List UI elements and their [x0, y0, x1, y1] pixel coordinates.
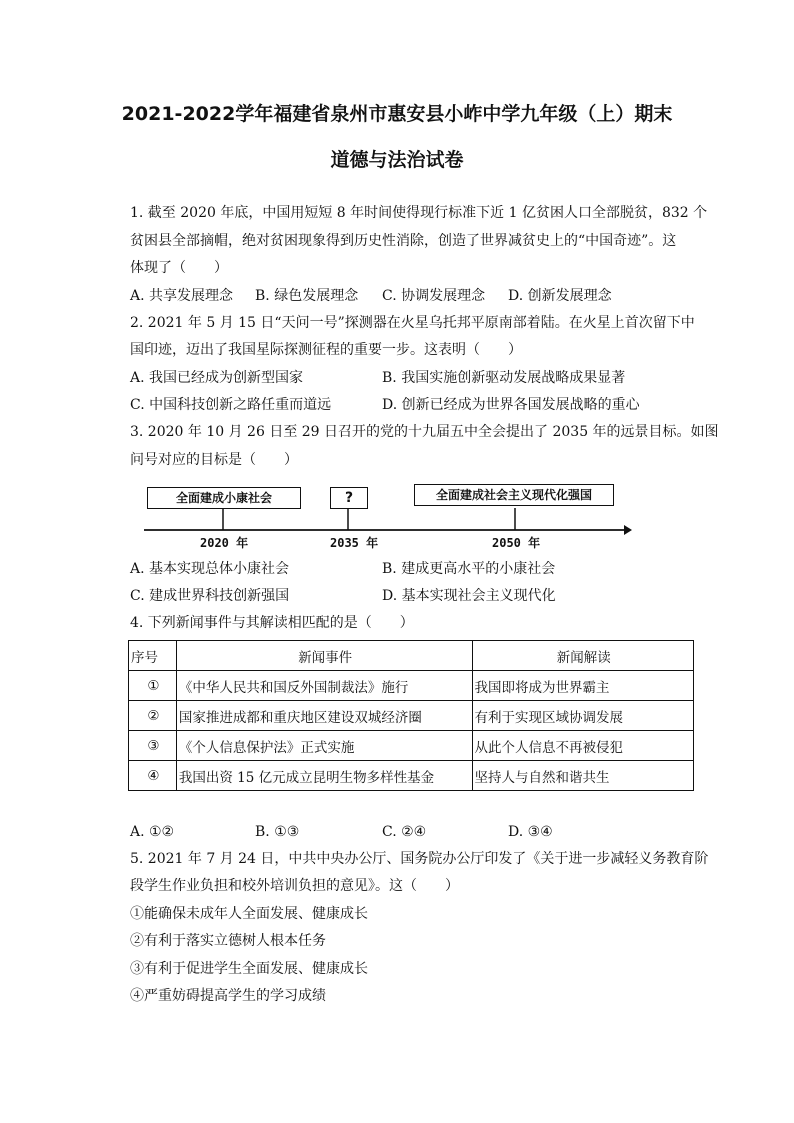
q4-option-b[interactable]: B. ①③ — [255, 824, 300, 840]
q4-stem: 4. 下列新闻事件与其解读相匹配的是（ ） — [130, 615, 414, 631]
q1-stem-line2: 贫困县全部摘帽，绝对贫困现象得到历史性消除，创造了世界减贫史上的“中国奇迹”。这 — [130, 233, 677, 249]
q3-option-a[interactable]: A. 基本实现总体小康社会 — [130, 561, 290, 577]
q1-option-b[interactable]: B. 绿色发展理念 — [255, 288, 359, 304]
q1-option-d[interactable]: D. 创新发展理念 — [508, 288, 612, 304]
q2-stem-line1: 2. 2021 年 5 月 15 日“天问一号”探测器在火星乌托邦平原南部着陆。在火星上首次留下中 — [130, 315, 695, 331]
row-number: ④ — [129, 761, 177, 791]
row-event: 《中华人民共和国反外国制裁法》施行 — [176, 671, 472, 701]
q3-option-d[interactable]: D. 基本实现社会主义现代化 — [382, 588, 556, 604]
row-number: ① — [129, 671, 177, 701]
row-interpretation: 坚持人与自然和谐共生 — [472, 761, 693, 791]
timeline-box-question: ? — [330, 487, 368, 509]
timeline-year-2035: 2035 年 — [330, 536, 379, 550]
q5-item-2: ②有利于落实立德树人根本任务 — [130, 933, 326, 949]
col-header-number: 序号 — [129, 641, 177, 671]
row-interpretation: 有利于实现区域协调发展 — [472, 701, 693, 731]
q2-option-d[interactable]: D. 创新已经成为世界各国发展战略的重心 — [382, 397, 640, 413]
table-row — [129, 731, 694, 761]
q3-option-c[interactable]: C. 建成世界科技创新强国 — [130, 588, 290, 604]
q3-stem-line1: 3. 2020 年 10 月 26 日至 29 日召开的党的十九届五中全会提出了 2035 年的远景目标。如图 — [130, 424, 719, 440]
timeline-arrowhead — [624, 525, 632, 535]
q4-option-d[interactable]: D. ③④ — [508, 824, 553, 840]
table-header-row — [129, 641, 694, 671]
col-header-interpretation: 新闻解读 — [472, 641, 693, 671]
news-table — [128, 640, 694, 791]
row-event: 我国出资 15 亿元成立昆明生物多样性基金 — [176, 761, 472, 791]
timeline-box-2050: 全面建成社会主义现代化强国 — [414, 484, 614, 506]
q5-item-1: ①能确保未成年人全面发展、健康成长 — [130, 906, 368, 922]
table-row — [129, 671, 694, 701]
row-interpretation: 从此个人信息不再被侵犯 — [472, 731, 693, 761]
q1-stem-line1: 1. 截至 2020 年底，中国用短短 8 年时间使得现行标准下近 1 亿贫困人口全部脱贫，832 个 — [130, 205, 708, 221]
q1-stem-line3: 体现了（ ） — [130, 260, 228, 276]
row-event: 《个人信息保护法》正式实施 — [176, 731, 472, 761]
q3-stem-line2: 问号对应的目标是（ ） — [130, 452, 298, 468]
timeline-box-2020: 全面建成小康社会 — [147, 487, 301, 509]
row-number: ② — [129, 701, 177, 731]
q5-stem-line1: 5. 2021 年 7 月 24 日，中共中央办公厅、国务院办公厅印发了《关于进一步减轻义务教育阶 — [130, 851, 709, 867]
q1-option-c[interactable]: C. 协调发展理念 — [382, 288, 486, 304]
table-row — [129, 701, 694, 731]
timeline-year-2050: 2050 年 — [492, 536, 541, 550]
q4-option-c[interactable]: C. ②④ — [382, 824, 427, 840]
table-row — [129, 761, 694, 791]
q2-option-c[interactable]: C. 中国科技创新之路任重而道远 — [130, 397, 332, 413]
q1-option-a[interactable]: A. 共享发展理念 — [130, 288, 234, 304]
timeline-year-2020: 2020 年 — [200, 536, 249, 550]
row-interpretation: 我国即将成为世界霸主 — [472, 671, 693, 701]
q5-item-3: ③有利于促进学生全面发展、健康成长 — [130, 961, 368, 977]
q3-option-b[interactable]: B. 建成更高水平的小康社会 — [382, 561, 556, 577]
q2-stem-line2: 国印迹，迈出了我国星际探测征程的重要一步。这表明（ ） — [130, 342, 522, 358]
q2-option-a[interactable]: A. 我国已经成为创新型国家 — [130, 370, 304, 386]
page-title: 2021-2022学年福建省泉州市惠安县小岞中学九年级（上）期末 — [121, 103, 673, 125]
page-subtitle: 道德与法治试卷 — [330, 149, 464, 171]
q2-option-b[interactable]: B. 我国实施创新驱动发展战略成果显著 — [382, 370, 626, 386]
q5-stem-line2: 段学生作业负担和校外培训负担的意见》。这（ ） — [130, 878, 459, 894]
col-header-event: 新闻事件 — [176, 641, 472, 671]
row-number: ③ — [129, 731, 177, 761]
row-event: 国家推进成都和重庆地区建设双城经济圈 — [176, 701, 472, 731]
q4-option-a[interactable]: A. ①② — [130, 824, 175, 840]
q5-item-4: ④严重妨碍提高学生的学习成绩 — [130, 988, 326, 1004]
